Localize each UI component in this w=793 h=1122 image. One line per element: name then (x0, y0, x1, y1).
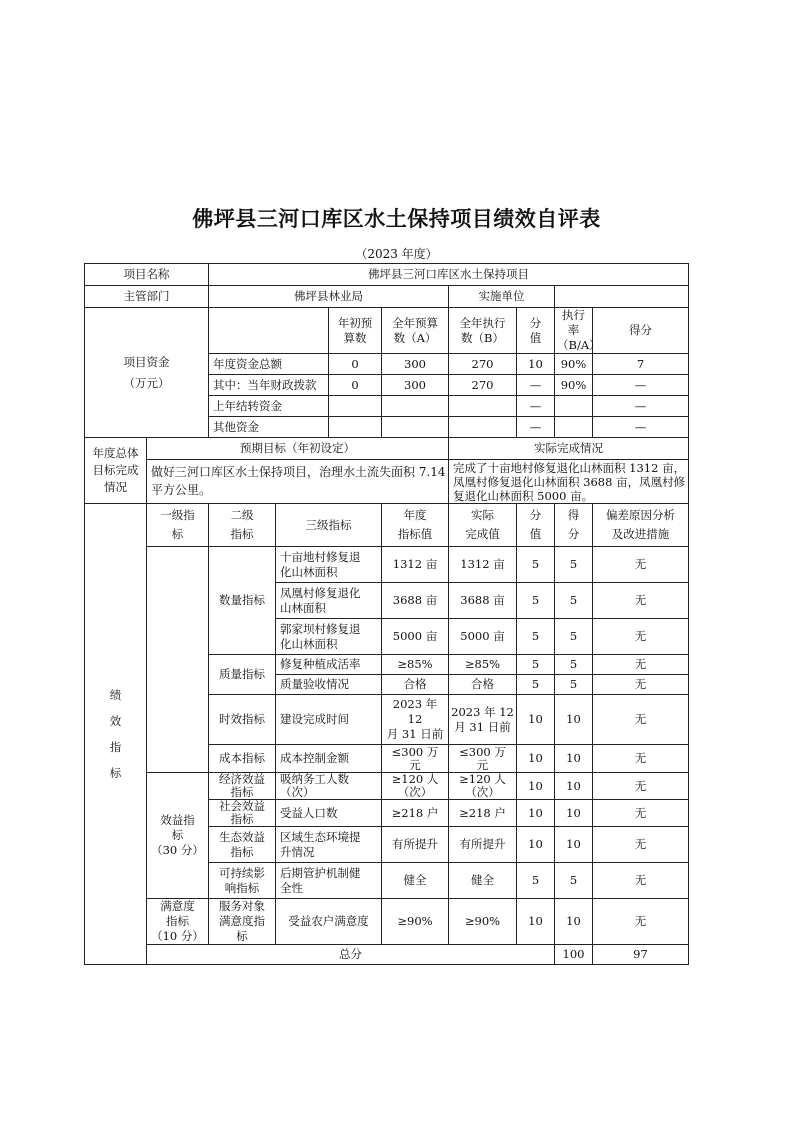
evaluation-table (84, 263, 689, 965)
perf-score: 10 (555, 773, 593, 800)
perf-row (85, 773, 689, 800)
perf-reason: 无 (593, 547, 689, 583)
header-line: 指标值 (397, 527, 433, 541)
text-line: 月 31 日前 (454, 719, 511, 734)
perf-score: 10 (555, 899, 593, 945)
funds-exec (449, 396, 517, 417)
text-line: 郭家坝村修复退 (280, 621, 361, 636)
funds-header-exec (449, 308, 517, 354)
header-line: 执行率 (562, 308, 585, 337)
text-line: 经济效益 (219, 772, 265, 786)
perf-points: 10 (517, 745, 555, 773)
header-line: 得 (567, 508, 580, 522)
project-name-value: 佛坪县三河口库区水土保持项目 (209, 264, 689, 286)
total-label: 总分 (147, 945, 555, 965)
perf-actual: 有所提升 (449, 827, 517, 863)
funds-row-label: 其他资金 (209, 417, 329, 438)
perf-score: 5 (555, 655, 593, 675)
perf-target: ≥85% (382, 655, 449, 675)
funds-header-points (517, 308, 555, 354)
perf-score: 10 (555, 827, 593, 863)
funds-score: — (593, 417, 689, 438)
funds-initial (329, 417, 382, 438)
text-line: 化山林面积 (280, 636, 338, 651)
perf-row (85, 899, 689, 945)
perf-reason: 无 (593, 619, 689, 655)
perf-side-char: 效 (109, 714, 122, 728)
perf-l3 (276, 583, 382, 619)
perf-l1-satisfaction (147, 899, 209, 945)
text-line: 2023 年 12 (392, 697, 438, 726)
text-line: 生态效益 (219, 829, 265, 844)
header-line: 值 (529, 527, 542, 541)
text-line: ≤300 万 (391, 744, 439, 759)
text-line: 2023 年 12 (451, 704, 514, 719)
perf-reason: 无 (593, 745, 689, 773)
text-line: 月 31 日前 (386, 727, 444, 741)
total-row (85, 945, 689, 965)
funds-initial: 0 (329, 375, 382, 396)
goal-label-line: 目标完成 (92, 463, 139, 477)
funds-header-rate (555, 308, 601, 354)
perf-reason: 无 (593, 583, 689, 619)
goal-label-line: 情况 (104, 480, 127, 494)
header-line: 值 (529, 330, 542, 345)
header-line: 数（B） (461, 330, 504, 345)
perf-l3: 质量验收情况 (276, 675, 382, 695)
perf-side-char: 绩 (109, 688, 122, 702)
perf-actual: 1312 亩 (449, 547, 517, 583)
perf-reason: 无 (593, 695, 689, 745)
perf-l2-economic (209, 773, 276, 800)
text-line: 化山林面积 (280, 564, 338, 579)
perf-l3 (276, 827, 382, 863)
perf-actual: ≥90% (449, 899, 517, 945)
text-line: 指标 (230, 844, 254, 859)
header-line: 标 (171, 527, 184, 541)
perf-target: 5000 亩 (382, 619, 449, 655)
funds-rate (555, 417, 593, 438)
perf-actual (449, 773, 517, 800)
header-line: 算数 (343, 330, 367, 345)
perf-actual: 3688 亩 (449, 583, 517, 619)
header-line: 年初预 (337, 315, 373, 330)
header-line: 全年预算 (392, 315, 438, 330)
perf-l1-benefit (147, 773, 209, 899)
goal-label (85, 438, 147, 504)
implementing-unit-value (555, 286, 689, 308)
perf-header-l1 (147, 504, 209, 547)
funds-exec: 270 (449, 375, 517, 396)
goal-content-row (85, 460, 689, 504)
text-line: 指标 (230, 812, 254, 826)
funds-score: 7 (593, 354, 689, 375)
perf-header-l2 (209, 504, 276, 547)
perf-points: 5 (517, 655, 555, 675)
text-line: 山林面积 (280, 600, 326, 615)
total-score: 97 (593, 945, 689, 965)
header-line: 年度 (403, 508, 427, 522)
funds-budget: 300 (382, 354, 449, 375)
perf-target: 3688 亩 (382, 583, 449, 619)
funds-row-label: 年度资金总额 (209, 354, 329, 375)
perf-actual: ≥85% (449, 655, 517, 675)
perf-actual: 合格 (449, 675, 517, 695)
perf-target: 有所提升 (382, 827, 449, 863)
funds-points: — (517, 396, 555, 417)
perf-side-char: 标 (109, 766, 122, 780)
perf-header-reason (593, 504, 689, 547)
text-line: 十亩地村修复退 (280, 549, 361, 564)
funds-points: 10 (517, 354, 555, 375)
funds-rate (555, 396, 593, 417)
perf-l2-eco (209, 827, 276, 863)
funds-budget (382, 396, 449, 417)
perf-l3: 成本控制金额 (276, 745, 382, 773)
perf-l3: 建设完成时间 (276, 695, 382, 745)
text-line: 元 (476, 757, 489, 772)
text-line: （30 分） (151, 843, 204, 857)
perf-l1-output (147, 547, 209, 773)
funds-rate: 90% (555, 375, 593, 396)
department-label: 主管部门 (85, 286, 209, 308)
text-line: 服务对象 (219, 899, 265, 913)
text-line: 效益指 (160, 813, 195, 827)
header-line: 分 (567, 527, 580, 541)
funds-points: — (517, 375, 555, 396)
text-line: 凤凰村修复退化 (280, 585, 361, 600)
funds-budget: 300 (382, 375, 449, 396)
text-line: 满意度 (160, 899, 195, 913)
perf-score: 5 (555, 583, 593, 619)
funds-row-label: 其中：当年财政拨款 (209, 375, 329, 396)
perf-row (85, 547, 689, 583)
text-line: 指标 (166, 914, 189, 928)
header-line: 全年执行 (459, 315, 506, 330)
perf-target (382, 695, 449, 745)
funds-points: — (517, 417, 555, 438)
text-line: ≥120 人 (391, 772, 439, 786)
goal-actual-header: 实际完成情况 (449, 438, 689, 460)
perf-actual (449, 695, 517, 745)
perf-points: 5 (517, 583, 555, 619)
funds-initial (329, 396, 382, 417)
header-line: 一级指 (160, 508, 195, 522)
funds-label-line: 项目资金 (123, 354, 170, 369)
text-line: 社会效益 (219, 799, 265, 813)
header-line: （B/A） (557, 338, 601, 352)
department-value: 佛坪县林业局 (209, 286, 449, 308)
funds-header-blank (209, 308, 329, 354)
funds-unit-line: （万元） (123, 375, 170, 390)
goal-expected-header: 预期目标（年初设定） (147, 438, 449, 460)
header-line: 实际 (471, 508, 494, 522)
goal-header-row (85, 438, 689, 460)
text-line: （10 分） (151, 929, 204, 943)
department-row (85, 286, 689, 308)
funds-row-label: 上年结转资金 (209, 396, 329, 417)
document-year: （2023 年度） (355, 247, 438, 261)
goal-expected-text: 做好三河口库区水土保持项目，治理水土流失面积 7.14 平方公里。 (147, 460, 449, 504)
perf-actual: 健全 (449, 863, 517, 899)
perf-target: ≥218 户 (382, 800, 449, 827)
perf-l3 (276, 863, 382, 899)
perf-l2-cost: 成本指标 (209, 745, 276, 773)
perf-header-row (85, 504, 689, 547)
text-line: 标 (171, 828, 184, 842)
perf-points: 5 (517, 863, 555, 899)
goal-label-line: 年度总体 (92, 446, 139, 460)
perf-points: 10 (517, 899, 555, 945)
header-line: 指标 (230, 527, 254, 541)
perf-side-char: 指 (109, 740, 122, 754)
perf-header-score (555, 504, 593, 547)
funds-rate: 90% (555, 354, 593, 375)
funds-header-row (85, 308, 689, 354)
perf-l3 (276, 773, 382, 800)
perf-reason: 无 (593, 675, 689, 695)
funds-budget (382, 417, 449, 438)
perf-target: ≥90% (382, 899, 449, 945)
perf-reason: 无 (593, 863, 689, 899)
perf-l2-service (209, 899, 276, 945)
perf-actual: 5000 亩 (449, 619, 517, 655)
text-line: 元 (409, 757, 421, 772)
header-line: 偏差原因分析 (606, 508, 675, 522)
goal-actual-text: 完成了十亩地村修复退化山林面积 1312 亩，凤凰村修复退化山林面积 3688 亩，凤凰村修复退化山林面积 5000 亩。 (449, 460, 689, 504)
perf-reason: 无 (593, 827, 689, 863)
perf-l2-quantity: 数量指标 (209, 547, 276, 655)
text-line: 满意度指 (219, 914, 265, 928)
perf-l3 (276, 619, 382, 655)
perf-points: 10 (517, 827, 555, 863)
funds-header-initial (329, 308, 382, 354)
text-line: 标 (236, 929, 248, 943)
perf-points: 5 (517, 675, 555, 695)
perf-l2-quality: 质量指标 (209, 655, 276, 695)
perf-header-points (517, 504, 555, 547)
total-points: 100 (555, 945, 593, 965)
funds-score: — (593, 375, 689, 396)
perf-reason: 无 (593, 655, 689, 675)
perf-actual: ≥218 户 (449, 800, 517, 827)
funds-label (85, 308, 209, 438)
funds-header-budget (382, 308, 449, 354)
perf-actual (449, 745, 517, 773)
perf-l3: 受益农户满意度 (276, 899, 382, 945)
perf-score: 5 (555, 863, 593, 899)
perf-target: 合格 (382, 675, 449, 695)
perf-target (382, 773, 449, 800)
text-line: （次） (465, 785, 500, 799)
header-line: 及改进措施 (611, 527, 670, 541)
perf-l2-sustain (209, 863, 276, 899)
funds-initial: 0 (329, 354, 382, 375)
header-line: 分 (529, 508, 542, 522)
funds-score: — (593, 396, 689, 417)
funds-exec (449, 417, 517, 438)
text-line: 全性 (280, 880, 303, 895)
perf-l3 (276, 547, 382, 583)
text-line: （次） (397, 785, 433, 799)
header-line: 二级 (230, 508, 254, 522)
perf-l3: 修复种植成活率 (276, 655, 382, 675)
perf-header-target (382, 504, 449, 547)
perf-header-actual (449, 504, 517, 547)
implementing-unit-label: 实施单位 (449, 286, 555, 308)
text-line: ≤300 万 (459, 744, 506, 759)
perf-score: 5 (555, 619, 593, 655)
perf-points: 5 (517, 547, 555, 583)
text-line: 升情况 (280, 844, 315, 859)
perf-target (382, 745, 449, 773)
project-name-row (85, 264, 689, 286)
perf-l3: 受益人口数 (276, 800, 382, 827)
perf-target: 健全 (382, 863, 449, 899)
perf-side-label (85, 504, 147, 965)
perf-l2-timeliness: 时效指标 (209, 695, 276, 745)
funds-header-score: 得分 (593, 308, 689, 354)
text-line: 可持续影 (219, 865, 265, 880)
perf-header-l3: 三级指标 (276, 504, 382, 547)
header-line: 分 (529, 315, 542, 330)
perf-target: 1312 亩 (382, 547, 449, 583)
project-name-label: 项目名称 (85, 264, 209, 286)
text-line: （次） (280, 785, 315, 799)
perf-reason: 无 (593, 773, 689, 800)
perf-score: 5 (555, 675, 593, 695)
document-title: 佛坪县三河口库区水土保持项目绩效自评表 (192, 206, 601, 231)
perf-score: 10 (555, 695, 593, 745)
perf-score: 10 (555, 745, 593, 773)
header-line: 完成值 (465, 527, 500, 541)
perf-score: 10 (555, 800, 593, 827)
perf-points: 5 (517, 619, 555, 655)
text-line: 指标 (230, 785, 254, 799)
perf-points: 10 (517, 695, 555, 745)
text-line: 后期管护机制健 (280, 865, 361, 880)
perf-l2-social (209, 800, 276, 827)
header-line: 数（A） (393, 330, 437, 345)
text-line: 区域生态环境提 (280, 829, 361, 844)
text-line: 响指标 (224, 880, 260, 895)
perf-points: 10 (517, 773, 555, 800)
perf-score: 5 (555, 547, 593, 583)
funds-exec: 270 (449, 354, 517, 375)
perf-reason: 无 (593, 899, 689, 945)
perf-points: 10 (517, 800, 555, 827)
text-line: 吸纳务工人数 (280, 772, 349, 786)
perf-reason: 无 (593, 800, 689, 827)
text-line: ≥120 人 (459, 772, 506, 786)
